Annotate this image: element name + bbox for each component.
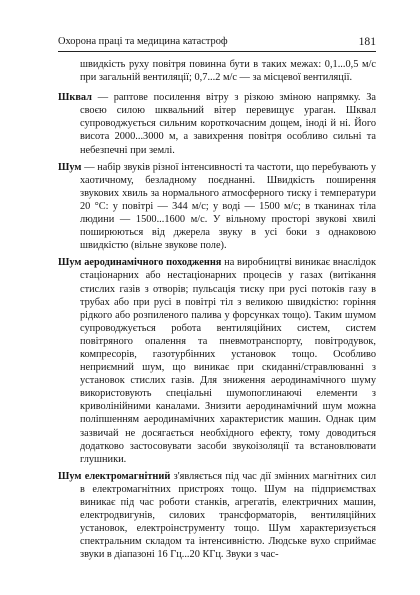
glossary-entry-shum [58,161,376,253]
entry-term: Шум електромагнітний [58,470,171,482]
entry-definition: з'являється під час дії змінних магнітних сил в електромагнітних пристроях тощо. Шум на підприємствах виникає під час роботи станків, агрегатів, електричних машин, електродвигунів, силових трансформаторів, вентиляційних установок, електроінструменту тощо. Шум характеризується спектральним складом та інтенсивністю. Людське вухо сприймає звуки в діапазоні 16 Гц...20 КГц. Звуки з час- [80,470,376,561]
page-number: 181 [358,35,376,48]
running-header [58,36,376,52]
glossary-entry-continuation [58,58,376,84]
entry-definition: на виробництві виникає внаслідок стаціонарних або нестаціонарних процесів у газах (витікання стислих газів з отворів; пульсація тиску при русі потоків газу в трубах або при русі в повітрі тіл з великою швидкістю: горіння рідкого або розпиленого палива у форсунках тощо). Таким шумом супроводжується робота вентиляційних систем, систем повітряного опалення та пневмотранспорту, повітродувок, компресорів, газотурбінних установок тощо. Особливо неприємний шум, що виникає при скиданні/стравлюванні з установок стислих газів. Для зниження аеродинамічного шуму використовують спеціальні шумопоглинаючі елементи з криволінійними каналами. Знизити аеродинамічний шум можна поліпшенням аеродинамічних характеристик машин. Однак цим зазвичай не досягається необхідного ефекту, тому доводиться додатково застосовувати засоби звукоізоляції та встановлювати глушники. [80,257,376,465]
entry-definition: швидкість руху повітря повинна бути в таких межах: 0,1...0,5 м/с при загальній вентиляції; 0,7...2 м/с — за місцевої вентиляції. [80,59,376,84]
book-page [58,36,376,565]
running-title: Охорона праці та медицина катастроф [58,36,228,47]
entry-term: Шум [58,161,82,173]
glossary-entry-shkval [58,91,376,156]
glossary-entry-shum-aerodynamic [58,256,376,466]
entry-definition: — раптове посилення вітру з різкою зміною напрямку. За своєю силою шквальний вітер перевищує ураган. Шквал супроводжується сильним короткочасним дощем, іноді й ні. Його висота 2000...3000 м, а завихрення повітря особливо сильні та небезпечні при землі. [80,92,376,156]
entry-definition: — набір звуків різної інтенсивності та частоти, що перебувають у хаотичному, безладному поєднанні. Швидкість поширення звукових хвиль за нормального атмосферного тиску і температури 20 °С: у повітрі — 344 м/с; у воді — 1500 м/с; в тканинах тіла людини — 1500...1600 м/с. У вільному просторі звукові хвилі поширюються від джерела звуку в усі боки з однаковою швидкістю (вільне звукове поле). [80,161,376,252]
entry-term: Шквал [58,92,92,104]
glossary-entry-shum-electromagnetic [58,470,376,562]
glossary-text [58,58,376,561]
entry-term: Шум аеродинамічного походження [58,257,222,269]
